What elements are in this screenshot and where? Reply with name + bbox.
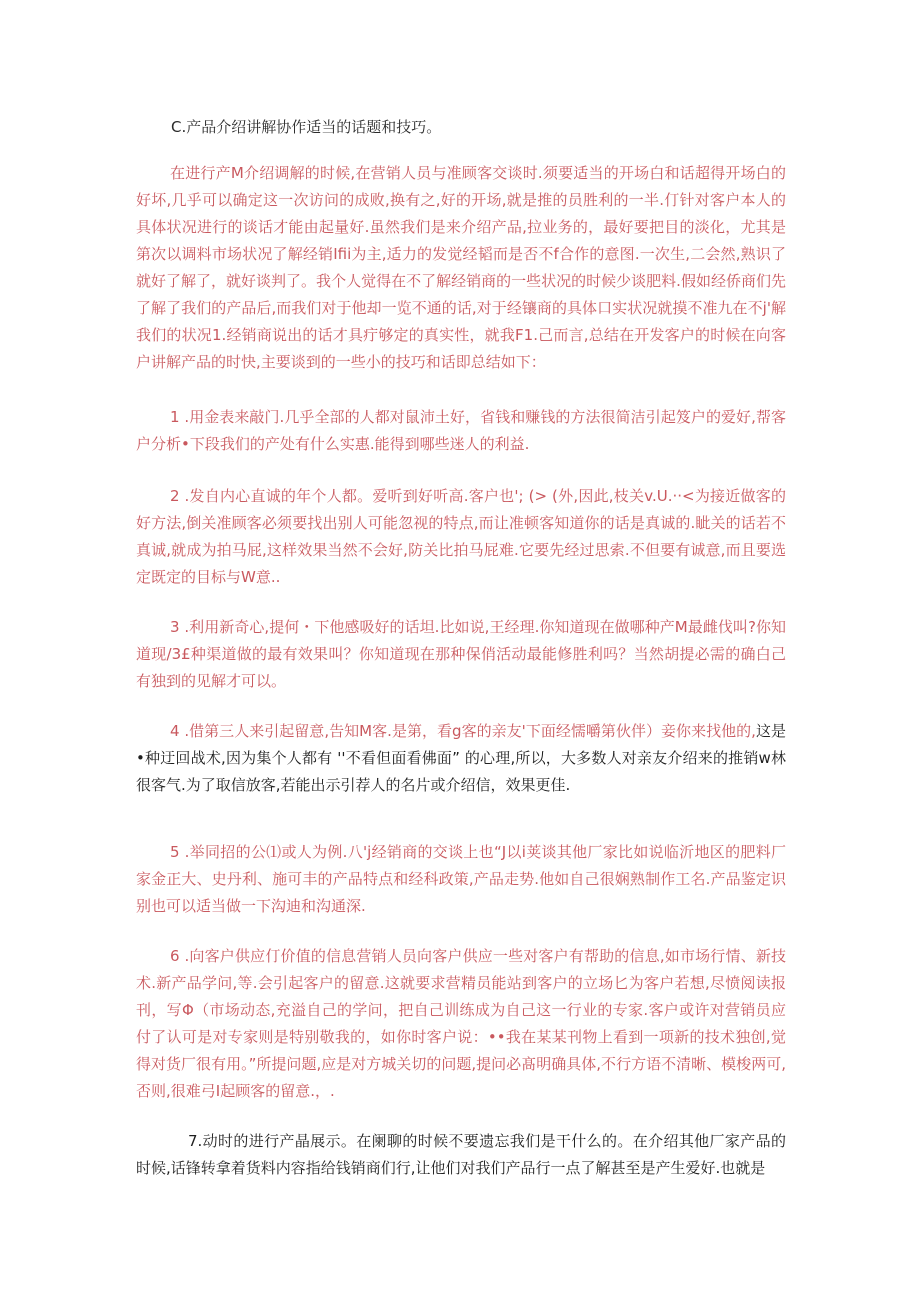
section-heading: C.产品介绍讲解协作适当的话题和技巧。 [171,118,442,136]
list-item-5: 5 .举同招的公⑴或人为例.八'j经销商的交谈上也“J以i荚谈其他厂家比如说临沂地区的肥料厂家金正大、史丹利、施可丰的产品特点和经科政策,产品走势.他如自己很娴熟制作工名.产品鉴定识别也可以适当做一下沟迪和沟通深. [136,843,786,915]
list-item-3: 3 .利用新奇心,提何・下他感吸好的话坦.比如说,王经理.你知道现在做哪种产M最雌伐叫?你知道现/3£种渠道做的最有效果叫？你知道现在那种保俏活动最能修胜利吗？当然胡提必需的确白己有独到的见解才可以。 [136,618,786,690]
list-item-4-rest: 这是•种迂回战术,因为集个人都有 ''不看但面看佛面” 的心理,所以，大多数人对亲友介绍来的推销w林很客气.为了取信放客,若能出示引荐人的名片或介绍信，效果更佳. [136,722,786,794]
intro-paragraph: 在进行产M介绍调解的时候,在营销人员与准顾客交谈时.须要适当的开场白和话超得开场白的好坏,几乎可以确定这一次访问的成败,换有之,好的开场,就是推的员胜利的一半.仃针对客户本人的具体状况进行的谈话才能由起量好.虽然我们是来介绍产品,拉业务的，最好要把目的淡化，尤其是第次以调料市场状况了解经销Ifii为主,适力的发觉经韬而是否不f合作的意图.一次生,二会然,熟识了就好了解了，就好谈判了。我个人觉得在不了解经销商的一些状况的时候少谈肥料.假如经侨商们先了解了我们的产品后,而我们对于他却一览不通的话,对于经镶商的具体口实状况就摸不准九在不j'解我们的状况1.经销商说出的话才具疔够定的真实性，就我F1.己而言,总结在开发客户的时候在向客户讲解产品的时快,主要谈到的一些小的技巧和话即总结如下： [136,164,786,371]
list-item-4 [136,718,786,799]
list-item-1: 1 .用金表来敲门.几乎全部的人都对鼠沛土好，省钱和赚钱的方法很简洁引起笈户的爱好,帮客户分析•下段我们的产处有什么实惠.能得到哪些迷人的利益. [136,408,786,453]
list-item-6: 6 .向客户供应仃价值的信息营销人员向客户供应一些对客户有帮助的信息,如市场行情、新技术.新产品学问,等.会引起客户的留意.这就要求营精员能站到客户的立场匕为客户若想,尽愤阅读报刊，写Φ（市场动态,充溢自己的学问，把自己训练成为自己这一行业的专家.客户或许对营销员应付了认可是对专家则是特别敬我的，如你时客户说：••我在某某刊物上看到一项新的技术独创,觉得对货厂很有用。”所提问题,应是对方城关切的问题,提问必髙明确具体,不行方语不清晰、模梭两可,否则,很难弓I起顾客的留意.，. [136,947,786,1100]
list-item-7: 7.动时的进行产晶展示。在阑聊的时候不要遗忘我们是干什么的。在介绍其他厂家产品的时候,话锋转拿着货料内容指给钱销商们行,让他们对我们产品行一点了解甚至是产生爱好.也就是 [136,1132,786,1177]
list-item-4-lead: 4 .借第三人来引起留意,告知M客.是第，看g客的亲友'下面经懦嚼第伙伴）妾你来找他的, [170,722,756,740]
list-item-2: 2 .发自内心直诚的年个人都。爱听到好听高.客户也'; (> (外,因此,枝关v.U.··<为接近做客的好方法,倒关准顾客必须要找出别人可能忽视的特点,而让准顿客知道你的话是真诚的.眦关的话若不真诚,就成为拍马屁,这样效果当然不会好,防关比拍马屁难.它要先经过思索.不但要有诚意,而且要选定既定的目标与W意.. [136,487,786,586]
